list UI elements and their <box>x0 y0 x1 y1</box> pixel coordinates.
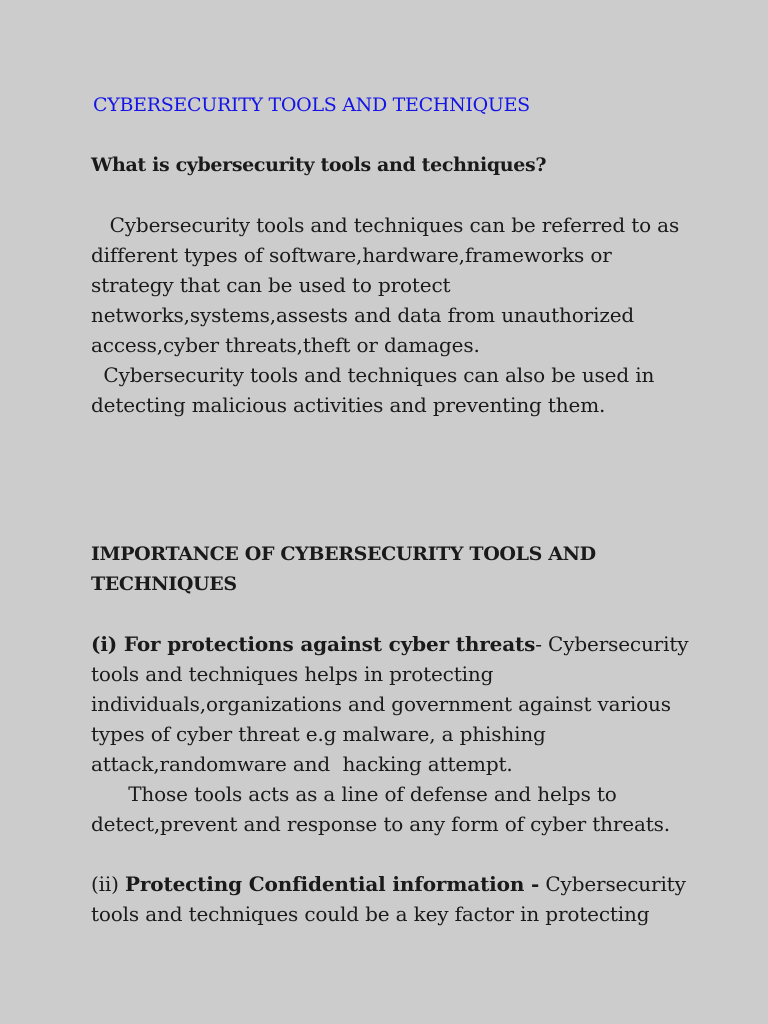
point-two-line: tools and techniques could be a key factor in protecting <box>91 902 650 926</box>
point-two-first-line <box>91 869 686 899</box>
document-title: CYBERSECURITY TOOLS AND TECHNIQUES <box>93 94 530 116</box>
intro-line: Cybersecurity tools and techniques can also be used in <box>91 363 655 387</box>
point-one-line: Those tools acts as a line of defense and helps to <box>91 782 617 806</box>
point-one-line: attack,randomware and hacking attempt. <box>91 752 513 776</box>
intro-line: Cybersecurity tools and techniques can be referred to as <box>91 213 680 237</box>
importance-heading: TECHNIQUES <box>91 573 237 595</box>
intro-line: networks,systems,assests and data from unauthorized <box>91 303 635 327</box>
point-one-first-line <box>91 629 688 659</box>
intro-line: different types of software,hardware,frameworks or <box>91 243 612 267</box>
point-one-line: tools and techniques helps in protecting <box>91 662 494 686</box>
point-two-prefix: (ii) <box>91 872 126 896</box>
intro-line: detecting malicious activities and preventing them. <box>91 393 606 417</box>
point-two-label: Protecting Confidential information - <box>125 872 540 896</box>
point-one-label: (i) For protections against cyber threats <box>91 632 536 656</box>
point-one-line: types of cyber threat e.g malware, a phishing <box>91 722 546 746</box>
point-two-text: Cybersecurity <box>539 872 686 896</box>
importance-heading: IMPORTANCE OF CYBERSECURITY TOOLS AND <box>91 543 596 565</box>
intro-line: access,cyber threats,theft or damages. <box>91 333 480 357</box>
question-heading: What is cybersecurity tools and techniques? <box>91 154 547 176</box>
point-one-line: detect,prevent and response to any form of cyber threats. <box>91 812 670 836</box>
point-one-line: individuals,organizations and government against various <box>91 692 671 716</box>
point-one-text: - Cybersecurity <box>535 632 689 656</box>
intro-line: strategy that can be used to protect <box>91 273 451 297</box>
